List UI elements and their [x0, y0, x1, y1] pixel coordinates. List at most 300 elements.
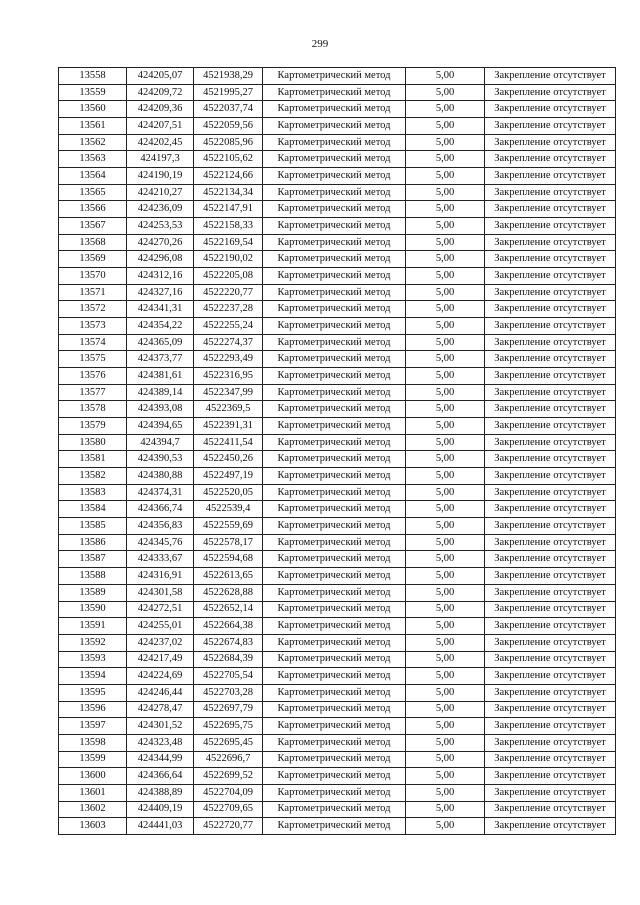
accuracy-cell: 5,00 — [406, 351, 485, 368]
point-number-cell: 13597 — [59, 718, 127, 735]
accuracy-cell: 5,00 — [406, 434, 485, 451]
accuracy-cell: 5,00 — [406, 768, 485, 785]
fixing-description-cell: Закрепление отсутствует — [485, 101, 616, 118]
point-number-cell: 13602 — [59, 801, 127, 818]
method-cell: Картометрический метод — [263, 768, 406, 785]
x-coordinate-cell: 424209,72 — [127, 84, 194, 101]
point-number-cell: 13594 — [59, 668, 127, 685]
method-cell: Картометрический метод — [263, 168, 406, 185]
y-coordinate-cell: 4522411,54 — [194, 434, 263, 451]
y-coordinate-cell: 4522720,77 — [194, 818, 263, 835]
y-coordinate-cell: 4522652,14 — [194, 601, 263, 618]
table-row — [59, 301, 616, 318]
point-number-cell: 13585 — [59, 518, 127, 535]
table-row — [59, 634, 616, 651]
accuracy-cell: 5,00 — [406, 134, 485, 151]
table-row — [59, 584, 616, 601]
accuracy-cell: 5,00 — [406, 284, 485, 301]
y-coordinate-cell: 4522293,49 — [194, 351, 263, 368]
table-row — [59, 418, 616, 435]
method-cell: Картометрический метод — [263, 418, 406, 435]
fixing-description-cell: Закрепление отсутствует — [485, 768, 616, 785]
table-row — [59, 484, 616, 501]
method-cell: Картометрический метод — [263, 684, 406, 701]
fixing-description-cell: Закрепление отсутствует — [485, 301, 616, 318]
method-cell: Картометрический метод — [263, 434, 406, 451]
point-number-cell: 13575 — [59, 351, 127, 368]
method-cell: Картометрический метод — [263, 118, 406, 135]
fixing-description-cell: Закрепление отсутствует — [485, 551, 616, 568]
method-cell: Картометрический метод — [263, 701, 406, 718]
accuracy-cell: 5,00 — [406, 668, 485, 685]
table-row — [59, 568, 616, 585]
accuracy-cell: 5,00 — [406, 318, 485, 335]
point-number-cell: 13565 — [59, 184, 127, 201]
y-coordinate-cell: 4522037,74 — [194, 101, 263, 118]
fixing-description-cell: Закрепление отсутствует — [485, 218, 616, 235]
method-cell: Картометрический метод — [263, 551, 406, 568]
x-coordinate-cell: 424373,77 — [127, 351, 194, 368]
fixing-description-cell: Закрепление отсутствует — [485, 434, 616, 451]
y-coordinate-cell: 4522085,96 — [194, 134, 263, 151]
method-cell: Картометрический метод — [263, 618, 406, 635]
x-coordinate-cell: 424393,08 — [127, 401, 194, 418]
table-row — [59, 101, 616, 118]
x-coordinate-cell: 424374,31 — [127, 484, 194, 501]
x-coordinate-cell: 424409,19 — [127, 801, 194, 818]
fixing-description-cell: Закрепление отсутствует — [485, 401, 616, 418]
y-coordinate-cell: 4522664,38 — [194, 618, 263, 635]
method-cell: Картометрический метод — [263, 368, 406, 385]
accuracy-cell: 5,00 — [406, 68, 485, 85]
fixing-description-cell: Закрепление отсутствует — [485, 384, 616, 401]
table-row — [59, 151, 616, 168]
point-number-cell: 13603 — [59, 818, 127, 835]
accuracy-cell: 5,00 — [406, 784, 485, 801]
method-cell: Картометрический метод — [263, 151, 406, 168]
table-row — [59, 201, 616, 218]
accuracy-cell: 5,00 — [406, 801, 485, 818]
table-row — [59, 384, 616, 401]
y-coordinate-cell: 4522539,4 — [194, 501, 263, 518]
x-coordinate-cell: 424237,02 — [127, 634, 194, 651]
fixing-description-cell: Закрепление отсутствует — [485, 418, 616, 435]
x-coordinate-cell: 424381,61 — [127, 368, 194, 385]
method-cell: Картометрический метод — [263, 751, 406, 768]
table-row — [59, 768, 616, 785]
y-coordinate-cell: 4522169,54 — [194, 234, 263, 251]
point-number-cell: 13567 — [59, 218, 127, 235]
accuracy-cell: 5,00 — [406, 301, 485, 318]
method-cell: Картометрический метод — [263, 284, 406, 301]
method-cell: Картометрический метод — [263, 401, 406, 418]
accuracy-cell: 5,00 — [406, 168, 485, 185]
point-number-cell: 13596 — [59, 701, 127, 718]
table-row — [59, 734, 616, 751]
y-coordinate-cell: 4522497,19 — [194, 468, 263, 485]
point-number-cell: 13568 — [59, 234, 127, 251]
point-number-cell: 13578 — [59, 401, 127, 418]
fixing-description-cell: Закрепление отсутствует — [485, 801, 616, 818]
method-cell: Картометрический метод — [263, 68, 406, 85]
table-row — [59, 168, 616, 185]
table-row — [59, 551, 616, 568]
fixing-description-cell: Закрепление отсутствует — [485, 701, 616, 718]
method-cell: Картометрический метод — [263, 318, 406, 335]
fixing-description-cell: Закрепление отсутствует — [485, 118, 616, 135]
table-row — [59, 501, 616, 518]
x-coordinate-cell: 424345,76 — [127, 534, 194, 551]
x-coordinate-cell: 424316,91 — [127, 568, 194, 585]
point-number-cell: 13571 — [59, 284, 127, 301]
y-coordinate-cell: 4522274,37 — [194, 334, 263, 351]
y-coordinate-cell: 4522704,09 — [194, 784, 263, 801]
point-number-cell: 13561 — [59, 118, 127, 135]
method-cell: Картометрический метод — [263, 234, 406, 251]
y-coordinate-cell: 4522450,26 — [194, 451, 263, 468]
accuracy-cell: 5,00 — [406, 534, 485, 551]
accuracy-cell: 5,00 — [406, 684, 485, 701]
method-cell: Картометрический метод — [263, 801, 406, 818]
point-number-cell: 13570 — [59, 268, 127, 285]
fixing-description-cell: Закрепление отсутствует — [485, 151, 616, 168]
y-coordinate-cell: 4522695,45 — [194, 734, 263, 751]
method-cell: Картометрический метод — [263, 784, 406, 801]
y-coordinate-cell: 4522190,02 — [194, 251, 263, 268]
x-coordinate-cell: 424366,64 — [127, 768, 194, 785]
y-coordinate-cell: 4522594,68 — [194, 551, 263, 568]
x-coordinate-cell: 424323,48 — [127, 734, 194, 751]
method-cell: Картометрический метод — [263, 484, 406, 501]
point-number-cell: 13600 — [59, 768, 127, 785]
x-coordinate-cell: 424190,19 — [127, 168, 194, 185]
y-coordinate-cell: 4522705,54 — [194, 668, 263, 685]
table-row — [59, 518, 616, 535]
x-coordinate-cell: 424312,16 — [127, 268, 194, 285]
y-coordinate-cell: 4522255,24 — [194, 318, 263, 335]
table-row — [59, 451, 616, 468]
point-number-cell: 13595 — [59, 684, 127, 701]
point-number-cell: 13581 — [59, 451, 127, 468]
method-cell: Картометрический метод — [263, 84, 406, 101]
x-coordinate-cell: 424441,03 — [127, 818, 194, 835]
x-coordinate-cell: 424394,65 — [127, 418, 194, 435]
method-cell: Картометрический метод — [263, 334, 406, 351]
fixing-description-cell: Закрепление отсутствует — [485, 134, 616, 151]
point-number-cell: 13563 — [59, 151, 127, 168]
fixing-description-cell: Закрепление отсутствует — [485, 318, 616, 335]
coordinates-table — [58, 67, 616, 835]
accuracy-cell: 5,00 — [406, 734, 485, 751]
fixing-description-cell: Закрепление отсутствует — [485, 251, 616, 268]
x-coordinate-cell: 424389,14 — [127, 384, 194, 401]
table-row — [59, 718, 616, 735]
y-coordinate-cell: 4522684,39 — [194, 651, 263, 668]
x-coordinate-cell: 424224,69 — [127, 668, 194, 685]
x-coordinate-cell: 424341,31 — [127, 301, 194, 318]
accuracy-cell: 5,00 — [406, 101, 485, 118]
accuracy-cell: 5,00 — [406, 201, 485, 218]
fixing-description-cell: Закрепление отсутствует — [485, 484, 616, 501]
fixing-description-cell: Закрепление отсутствует — [485, 534, 616, 551]
y-coordinate-cell: 4522205,08 — [194, 268, 263, 285]
y-coordinate-cell: 4522674,83 — [194, 634, 263, 651]
method-cell: Картометрический метод — [263, 518, 406, 535]
fixing-description-cell: Закрепление отсутствует — [485, 684, 616, 701]
x-coordinate-cell: 424209,36 — [127, 101, 194, 118]
x-coordinate-cell: 424354,22 — [127, 318, 194, 335]
table-row — [59, 801, 616, 818]
accuracy-cell: 5,00 — [406, 634, 485, 651]
fixing-description-cell: Закрепление отсутствует — [485, 634, 616, 651]
accuracy-cell: 5,00 — [406, 651, 485, 668]
y-coordinate-cell: 4522578,17 — [194, 534, 263, 551]
y-coordinate-cell: 4522628,88 — [194, 584, 263, 601]
accuracy-cell: 5,00 — [406, 701, 485, 718]
table-row — [59, 534, 616, 551]
method-cell: Картометрический метод — [263, 651, 406, 668]
y-coordinate-cell: 4522391,31 — [194, 418, 263, 435]
method-cell: Картометрический метод — [263, 634, 406, 651]
x-coordinate-cell: 424210,27 — [127, 184, 194, 201]
table-row — [59, 84, 616, 101]
point-number-cell: 13569 — [59, 251, 127, 268]
x-coordinate-cell: 424255,01 — [127, 618, 194, 635]
method-cell: Картометрический метод — [263, 451, 406, 468]
table-row — [59, 251, 616, 268]
point-number-cell: 13573 — [59, 318, 127, 335]
y-coordinate-cell: 4522695,75 — [194, 718, 263, 735]
method-cell: Картометрический метод — [263, 301, 406, 318]
point-number-cell: 13583 — [59, 484, 127, 501]
y-coordinate-cell: 4522699,52 — [194, 768, 263, 785]
y-coordinate-cell: 4522134,34 — [194, 184, 263, 201]
x-coordinate-cell: 424296,08 — [127, 251, 194, 268]
point-number-cell: 13587 — [59, 551, 127, 568]
x-coordinate-cell: 424394,7 — [127, 434, 194, 451]
x-coordinate-cell: 424356,83 — [127, 518, 194, 535]
fixing-description-cell: Закрепление отсутствует — [485, 168, 616, 185]
accuracy-cell: 5,00 — [406, 368, 485, 385]
table-row — [59, 701, 616, 718]
table-row — [59, 334, 616, 351]
y-coordinate-cell: 4522147,91 — [194, 201, 263, 218]
accuracy-cell: 5,00 — [406, 551, 485, 568]
y-coordinate-cell: 4522347,99 — [194, 384, 263, 401]
point-number-cell: 13588 — [59, 568, 127, 585]
method-cell: Картометрический метод — [263, 184, 406, 201]
table-body — [59, 68, 616, 835]
fixing-description-cell: Закрепление отсутствует — [485, 468, 616, 485]
x-coordinate-cell: 424253,53 — [127, 218, 194, 235]
fixing-description-cell: Закрепление отсутствует — [485, 234, 616, 251]
page-number: 299 — [311, 38, 329, 50]
method-cell: Картометрический метод — [263, 601, 406, 618]
accuracy-cell: 5,00 — [406, 568, 485, 585]
accuracy-cell: 5,00 — [406, 584, 485, 601]
y-coordinate-cell: 4521995,27 — [194, 84, 263, 101]
x-coordinate-cell: 424278,47 — [127, 701, 194, 718]
x-coordinate-cell: 424236,09 — [127, 201, 194, 218]
fixing-description-cell: Закрепление отсутствует — [485, 351, 616, 368]
accuracy-cell: 5,00 — [406, 234, 485, 251]
method-cell: Картометрический метод — [263, 384, 406, 401]
table-row — [59, 434, 616, 451]
y-coordinate-cell: 4522220,77 — [194, 284, 263, 301]
accuracy-cell: 5,00 — [406, 84, 485, 101]
table-row — [59, 368, 616, 385]
point-number-cell: 13560 — [59, 101, 127, 118]
table-row — [59, 284, 616, 301]
accuracy-cell: 5,00 — [406, 418, 485, 435]
method-cell: Картометрический метод — [263, 568, 406, 585]
point-number-cell: 13566 — [59, 201, 127, 218]
x-coordinate-cell: 424327,16 — [127, 284, 194, 301]
fixing-description-cell: Закрепление отсутствует — [485, 568, 616, 585]
y-coordinate-cell: 4522520,05 — [194, 484, 263, 501]
accuracy-cell: 5,00 — [406, 751, 485, 768]
fixing-description-cell: Закрепление отсутствует — [485, 184, 616, 201]
fixing-description-cell: Закрепление отсутствует — [485, 818, 616, 835]
point-number-cell: 13590 — [59, 601, 127, 618]
method-cell: Картометрический метод — [263, 734, 406, 751]
y-coordinate-cell: 4522709,65 — [194, 801, 263, 818]
point-number-cell: 13574 — [59, 334, 127, 351]
point-number-cell: 13577 — [59, 384, 127, 401]
y-coordinate-cell: 4522703,28 — [194, 684, 263, 701]
x-coordinate-cell: 424270,26 — [127, 234, 194, 251]
y-coordinate-cell: 4522696,7 — [194, 751, 263, 768]
method-cell: Картометрический метод — [263, 268, 406, 285]
fixing-description-cell: Закрепление отсутствует — [485, 451, 616, 468]
table-row — [59, 184, 616, 201]
fixing-description-cell: Закрепление отсутствует — [485, 201, 616, 218]
y-coordinate-cell: 4522559,69 — [194, 518, 263, 535]
point-number-cell: 13593 — [59, 651, 127, 668]
fixing-description-cell: Закрепление отсутствует — [485, 751, 616, 768]
accuracy-cell: 5,00 — [406, 468, 485, 485]
fixing-description-cell: Закрепление отсутствует — [485, 734, 616, 751]
x-coordinate-cell: 424344,99 — [127, 751, 194, 768]
x-coordinate-cell: 424388,89 — [127, 784, 194, 801]
y-coordinate-cell: 4521938,29 — [194, 68, 263, 85]
table-row — [59, 68, 616, 85]
method-cell: Картометрический метод — [263, 468, 406, 485]
accuracy-cell: 5,00 — [406, 118, 485, 135]
method-cell: Картометрический метод — [263, 134, 406, 151]
accuracy-cell: 5,00 — [406, 268, 485, 285]
method-cell: Картометрический метод — [263, 718, 406, 735]
fixing-description-cell: Закрепление отсутствует — [485, 501, 616, 518]
fixing-description-cell: Закрепление отсутствует — [485, 518, 616, 535]
accuracy-cell: 5,00 — [406, 184, 485, 201]
accuracy-cell: 5,00 — [406, 601, 485, 618]
y-coordinate-cell: 4522613,65 — [194, 568, 263, 585]
point-number-cell: 13586 — [59, 534, 127, 551]
point-number-cell: 13572 — [59, 301, 127, 318]
x-coordinate-cell: 424380,88 — [127, 468, 194, 485]
method-cell: Картометрический метод — [263, 584, 406, 601]
fixing-description-cell: Закрепление отсутствует — [485, 68, 616, 85]
table-row — [59, 118, 616, 135]
method-cell: Картометрический метод — [263, 351, 406, 368]
table-row — [59, 751, 616, 768]
y-coordinate-cell: 4522124,66 — [194, 168, 263, 185]
table-row — [59, 601, 616, 618]
point-number-cell: 13582 — [59, 468, 127, 485]
fixing-description-cell: Закрепление отсутствует — [485, 668, 616, 685]
fixing-description-cell: Закрепление отсутствует — [485, 601, 616, 618]
x-coordinate-cell: 424272,51 — [127, 601, 194, 618]
point-number-cell: 13558 — [59, 68, 127, 85]
x-coordinate-cell: 424366,74 — [127, 501, 194, 518]
table-row — [59, 401, 616, 418]
table-row — [59, 351, 616, 368]
table-row — [59, 651, 616, 668]
accuracy-cell: 5,00 — [406, 818, 485, 835]
accuracy-cell: 5,00 — [406, 384, 485, 401]
fixing-description-cell: Закрепление отсутствует — [485, 784, 616, 801]
point-number-cell: 13562 — [59, 134, 127, 151]
y-coordinate-cell: 4522316,95 — [194, 368, 263, 385]
table-row — [59, 468, 616, 485]
y-coordinate-cell: 4522237,28 — [194, 301, 263, 318]
point-number-cell: 13592 — [59, 634, 127, 651]
point-number-cell: 13576 — [59, 368, 127, 385]
x-coordinate-cell: 424301,58 — [127, 584, 194, 601]
table-row — [59, 318, 616, 335]
table-row — [59, 618, 616, 635]
point-number-cell: 13564 — [59, 168, 127, 185]
method-cell: Картометрический метод — [263, 101, 406, 118]
table-row — [59, 268, 616, 285]
fixing-description-cell: Закрепление отсутствует — [485, 84, 616, 101]
fixing-description-cell: Закрепление отсутствует — [485, 284, 616, 301]
accuracy-cell: 5,00 — [406, 334, 485, 351]
point-number-cell: 13580 — [59, 434, 127, 451]
x-coordinate-cell: 424217,49 — [127, 651, 194, 668]
fixing-description-cell: Закрепление отсутствует — [485, 618, 616, 635]
fixing-description-cell: Закрепление отсутствует — [485, 334, 616, 351]
accuracy-cell: 5,00 — [406, 718, 485, 735]
point-number-cell: 13598 — [59, 734, 127, 751]
accuracy-cell: 5,00 — [406, 401, 485, 418]
accuracy-cell: 5,00 — [406, 218, 485, 235]
accuracy-cell: 5,00 — [406, 251, 485, 268]
table-row — [59, 784, 616, 801]
point-number-cell: 13584 — [59, 501, 127, 518]
y-coordinate-cell: 4522697,79 — [194, 701, 263, 718]
x-coordinate-cell: 424197,3 — [127, 151, 194, 168]
table-row — [59, 818, 616, 835]
fixing-description-cell: Закрепление отсутствует — [485, 368, 616, 385]
fixing-description-cell: Закрепление отсутствует — [485, 718, 616, 735]
fixing-description-cell: Закрепление отсутствует — [485, 584, 616, 601]
method-cell: Картометрический метод — [263, 201, 406, 218]
method-cell: Картометрический метод — [263, 251, 406, 268]
accuracy-cell: 5,00 — [406, 518, 485, 535]
table-row — [59, 668, 616, 685]
method-cell: Картометрический метод — [263, 534, 406, 551]
table-row — [59, 234, 616, 251]
x-coordinate-cell: 424202,45 — [127, 134, 194, 151]
point-number-cell: 13601 — [59, 784, 127, 801]
point-number-cell: 13599 — [59, 751, 127, 768]
point-number-cell: 13589 — [59, 584, 127, 601]
accuracy-cell: 5,00 — [406, 151, 485, 168]
fixing-description-cell: Закрепление отсутствует — [485, 651, 616, 668]
accuracy-cell: 5,00 — [406, 484, 485, 501]
